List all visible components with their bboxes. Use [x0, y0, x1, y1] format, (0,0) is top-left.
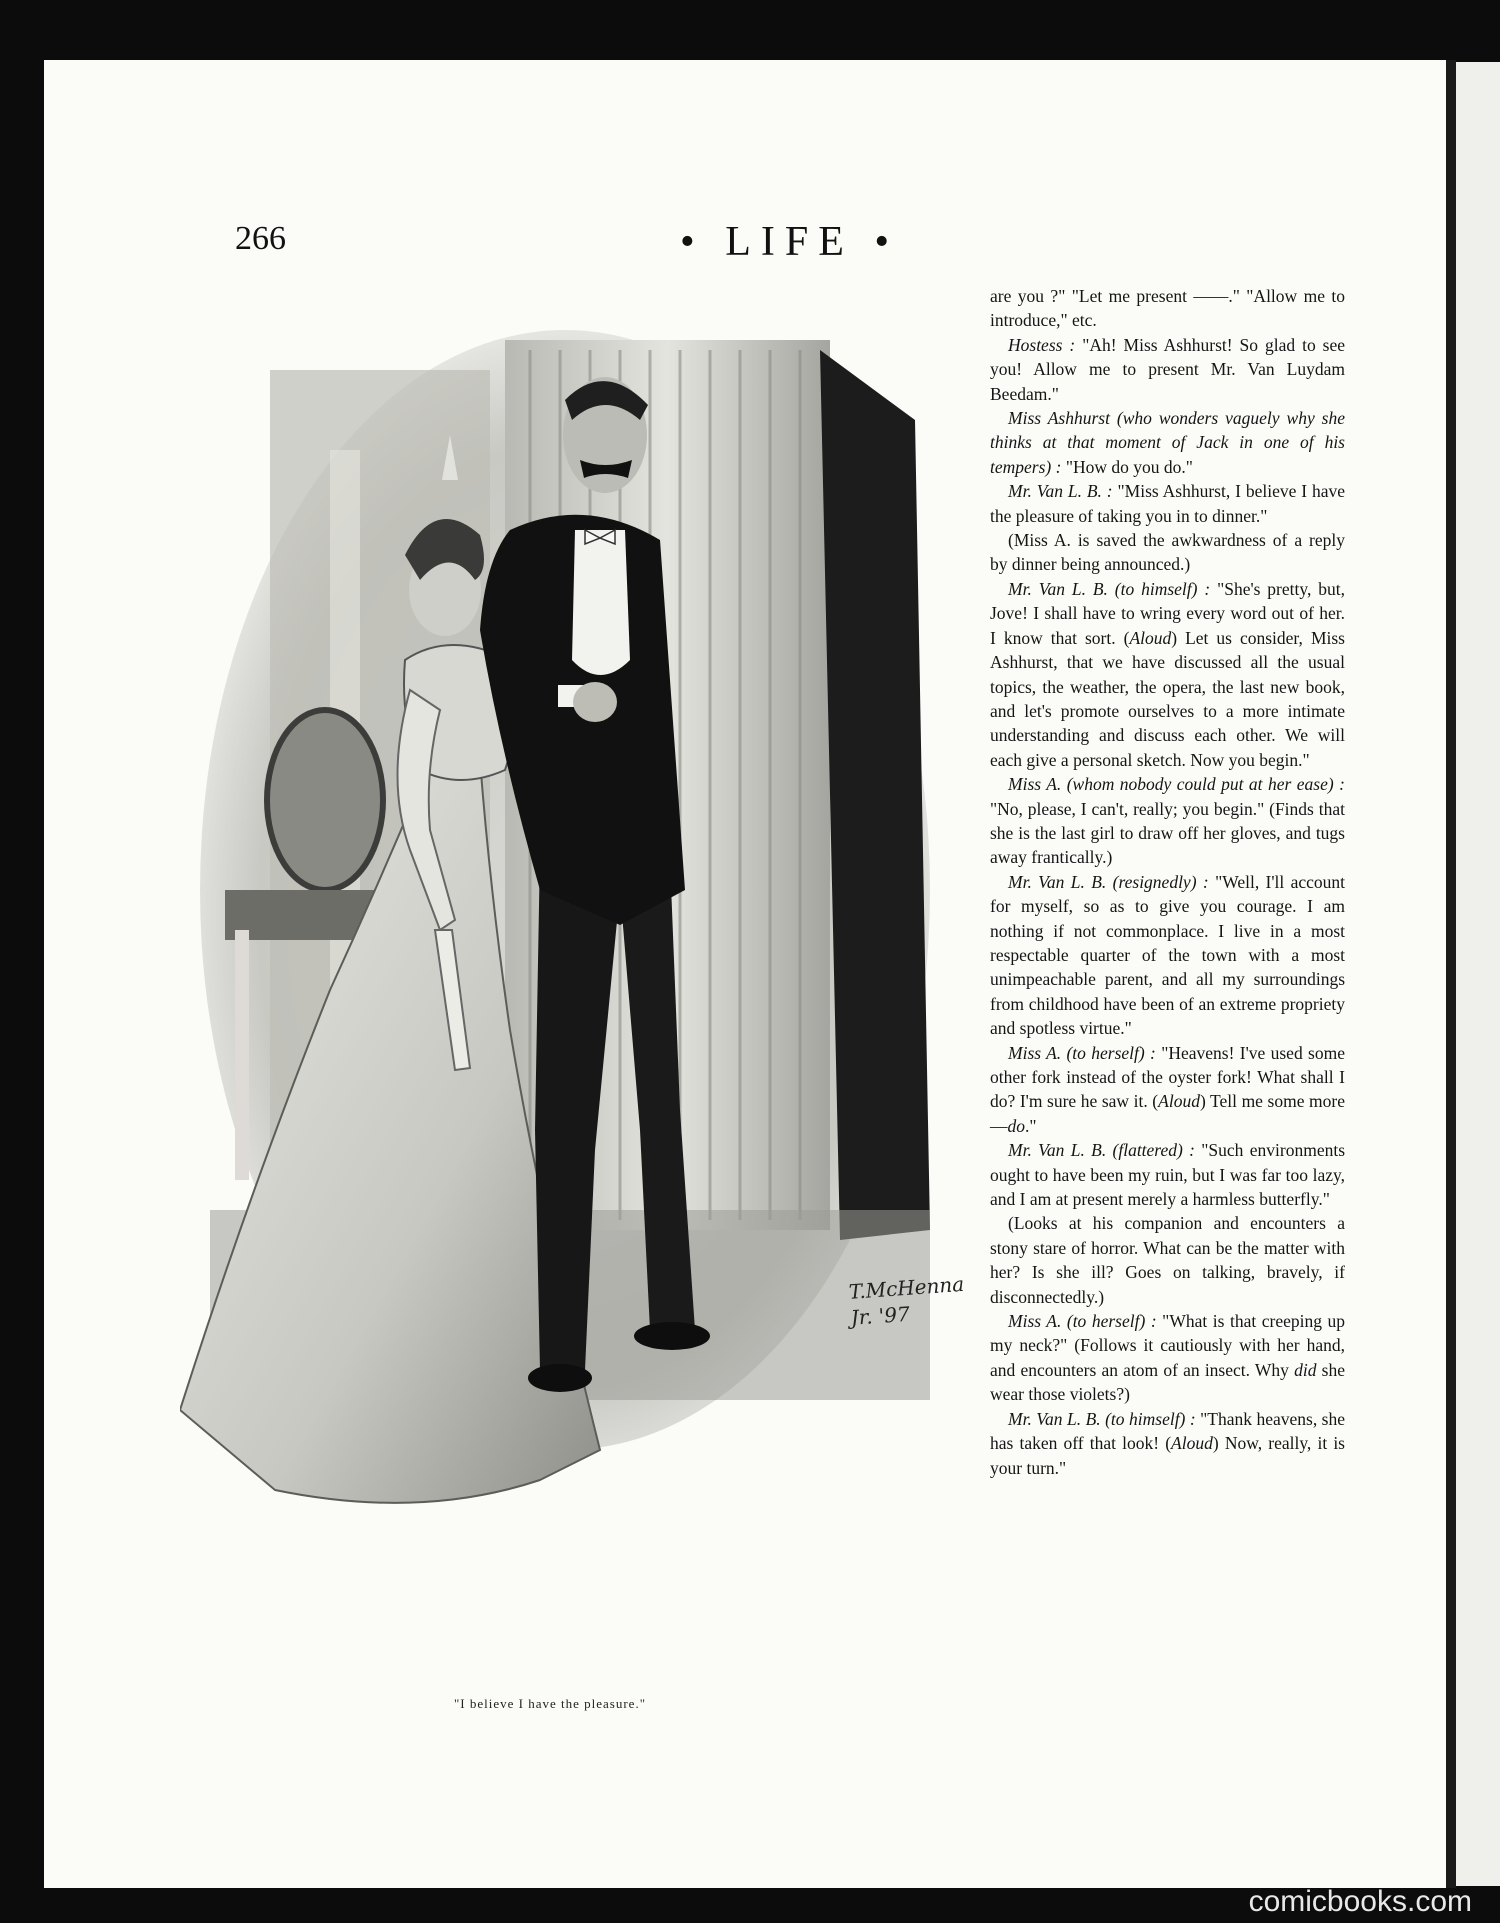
article-paragraph [990, 333, 1345, 406]
italic-run: Miss A. (whom nobody could put at her ease) : [1008, 774, 1345, 795]
page-edge [1446, 60, 1456, 1888]
article-paragraph [990, 1211, 1345, 1309]
watermark: comicbooks.com [1248, 1885, 1472, 1918]
illustration-drawing [180, 330, 950, 1515]
text-run: (Miss A. is saved the awkwardness of a reply by dinner being announced.) [990, 530, 1345, 575]
italic-run: Aloud [1171, 1433, 1213, 1454]
text-run: "How do you do." [1061, 456, 1193, 477]
italic-run: did [1294, 1359, 1317, 1380]
text-run: she wear those violets?) [990, 1359, 1346, 1405]
italic-run: Miss Ashhurst (who wonders vaguely why she thinks at that moment of Jack in one of his tempers) : [990, 408, 1345, 477]
facing-page-edge [1456, 62, 1500, 1886]
article-paragraph [990, 479, 1345, 528]
italic-run: do [1007, 1115, 1025, 1136]
text-run: ) Now, really, it is your turn." [990, 1433, 1345, 1478]
artist-signature: T.McHenna Jr. '97 [848, 1271, 965, 1330]
page-number: 266 [235, 220, 286, 257]
article-paragraph [990, 1309, 1345, 1407]
italic-run: Miss A. (to herself) : [1008, 1311, 1157, 1332]
text-run: "Ah! Miss Ashhurst! So glad to see you! Allow me to present Mr. Van Luydam Beedam." [990, 334, 1345, 404]
italic-run: Hostess : [1008, 334, 1076, 355]
article-paragraph [990, 284, 1345, 333]
italic-run: Mr. Van L. B. (resignedly) : [1008, 871, 1209, 892]
text-run: "Such environments ought to have been my ruin, but I was far too lazy, and I am at present merely a harmless butterfly." [990, 1140, 1346, 1210]
text-run: "Thank heavens, she has taken off that look! ( [990, 1408, 1345, 1454]
italic-run: Mr. Van L. B. (to himself) : [1008, 1408, 1196, 1429]
italic-run: Mr. Van L. B. (to himself) : [1008, 578, 1211, 599]
italic-run: Mr. Van L. B. (flattered) : [1008, 1140, 1195, 1161]
article-paragraph [990, 1407, 1345, 1480]
text-run: ) Tell me some more— [990, 1091, 1345, 1136]
article-paragraph [990, 577, 1345, 772]
italic-run: Mr. Van L. B. : [1008, 481, 1113, 502]
article-paragraph [990, 870, 1345, 1041]
article-paragraph [990, 1041, 1345, 1139]
article-paragraph [990, 772, 1345, 870]
text-run: are you ?" "Let me present ——." "Allow me to introduce," etc. [990, 286, 1345, 331]
text-run: (Looks at his companion and encounters a stony stare of horror. What can be the matter with her? Is she ill? Goes on talking, bravely, if disconnectedly.) [990, 1213, 1345, 1307]
text-run: ." [1025, 1115, 1037, 1136]
text-run: "Well, I'll account for myself, so as to give you courage. I am nothing if not commonplace. I live in a most respectable quarter of the town with a most unimpeachable parent, and all my surroundings from childhood have been of an extreme propriety and spotless virtue." [990, 871, 1346, 1039]
masthead: • LIFE • [680, 219, 900, 265]
text-run: "Miss Ashhurst, I believe I have the pleasure of taking you in to dinner." [990, 481, 1345, 526]
text-run: "What is that creeping up my neck?" (Follows it cautiously with her hand, and encounters an atom of an insect. Why [990, 1311, 1345, 1380]
article-column [990, 284, 1345, 1480]
italic-run: Aloud [1158, 1091, 1200, 1112]
article-paragraph [990, 1138, 1345, 1211]
text-run: "She's pretty, but, Jove! I shall have to wring every word out of her. I know that sort. ( [990, 578, 1345, 648]
text-run: "Heavens! I've used some other fork instead of the oyster fork! What shall I do? I'm sure he saw it. ( [990, 1042, 1345, 1112]
illustration-caption: "I believe I have the pleasure." [453, 1696, 647, 1711]
italic-run: Aloud [1129, 627, 1172, 648]
article-paragraph [990, 406, 1345, 479]
text-run: "No, please, I can't, really; you begin." (Finds that she is the last girl to draw off her gloves, and tugs away frantically.) [990, 798, 1345, 868]
article-paragraph [990, 528, 1345, 577]
italic-run: Miss A. (to herself) : [1008, 1042, 1156, 1063]
illustration [180, 330, 950, 1515]
text-run: ) Let us consider, Miss Ashhurst, that we have discussed all the usual topics, the weather, the opera, the last new book, and let's promote ourselves to a more intimate understanding and discuss each other. We will each give a personal sketch. Now you begin." [990, 627, 1345, 770]
